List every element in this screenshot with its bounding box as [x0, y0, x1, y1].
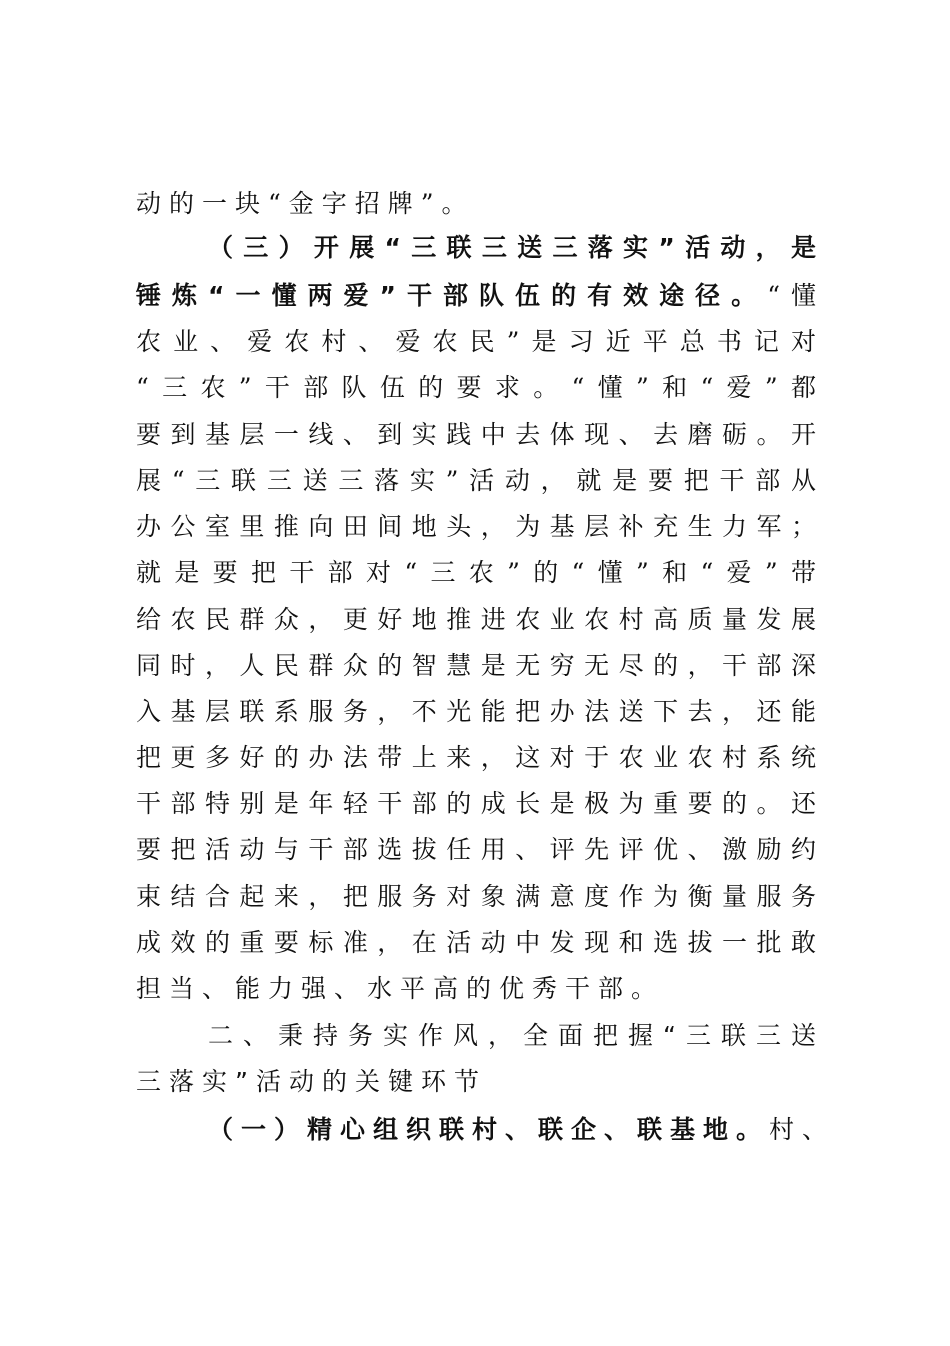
text-line: 要把活动与干部选拔任用、评先评优、激励约 [136, 835, 816, 864]
text-line [136, 276, 816, 316]
text-line: 要到基层一线、到实践中去体现、去磨砺。开 [136, 420, 816, 449]
section-heading-line: 二、秉持务实作风，全面把握“三联三送 [208, 1021, 816, 1050]
text-line: 动的一块“金字招牌”。 [136, 189, 475, 218]
text-line: 给农民群众，更好地推进农业农村高质量发展 [136, 605, 816, 634]
text-line: 束结合起来，把服务对象满意度作为衡量服务 [136, 882, 816, 911]
text-line: 担当、能力强、水平高的优秀干部。 [136, 974, 665, 1003]
text-line: 就是要把干部对“三农”的“懂”和“爱”带 [136, 558, 816, 587]
text-line [208, 1110, 840, 1150]
section-heading-line: 三落实”活动的关键环节 [136, 1067, 487, 1096]
text-line: 成效的重要标准，在活动中发现和选拔一批敢 [136, 928, 816, 957]
text-line: 办公室里推向田间地头，为基层补充生力军； [136, 512, 816, 541]
text-segment: 村、 [769, 1115, 836, 1144]
subheading-continuation: 锤炼“一懂两爱”干部队伍的有效途径。 [136, 281, 768, 310]
text-line: “三农”干部队伍的要求。“懂”和“爱”都 [136, 373, 816, 402]
subheading-line: （三）开展“三联三送三落实”活动，是 [208, 233, 816, 262]
text-line: 入基层联系服务，不光能把办法送下去，还能 [136, 697, 816, 726]
text-line: 展“三联三送三落实”活动，就是要把干部从 [136, 466, 816, 495]
subheading-segment: （一）精心组织联村、联企、联基地。 [208, 1115, 770, 1144]
text-line: 干部特别是年轻干部的成长是极为重要的。还 [136, 789, 816, 818]
text-line: 农业、爱农村、爱农民”是习近平总书记对 [136, 327, 816, 356]
text-segment: “懂 [767, 281, 817, 310]
text-line: 同时，人民群众的智慧是无穷无尽的，干部深 [136, 651, 816, 680]
text-line: 把更多好的办法带上来，这对于农业农村系统 [136, 743, 816, 772]
